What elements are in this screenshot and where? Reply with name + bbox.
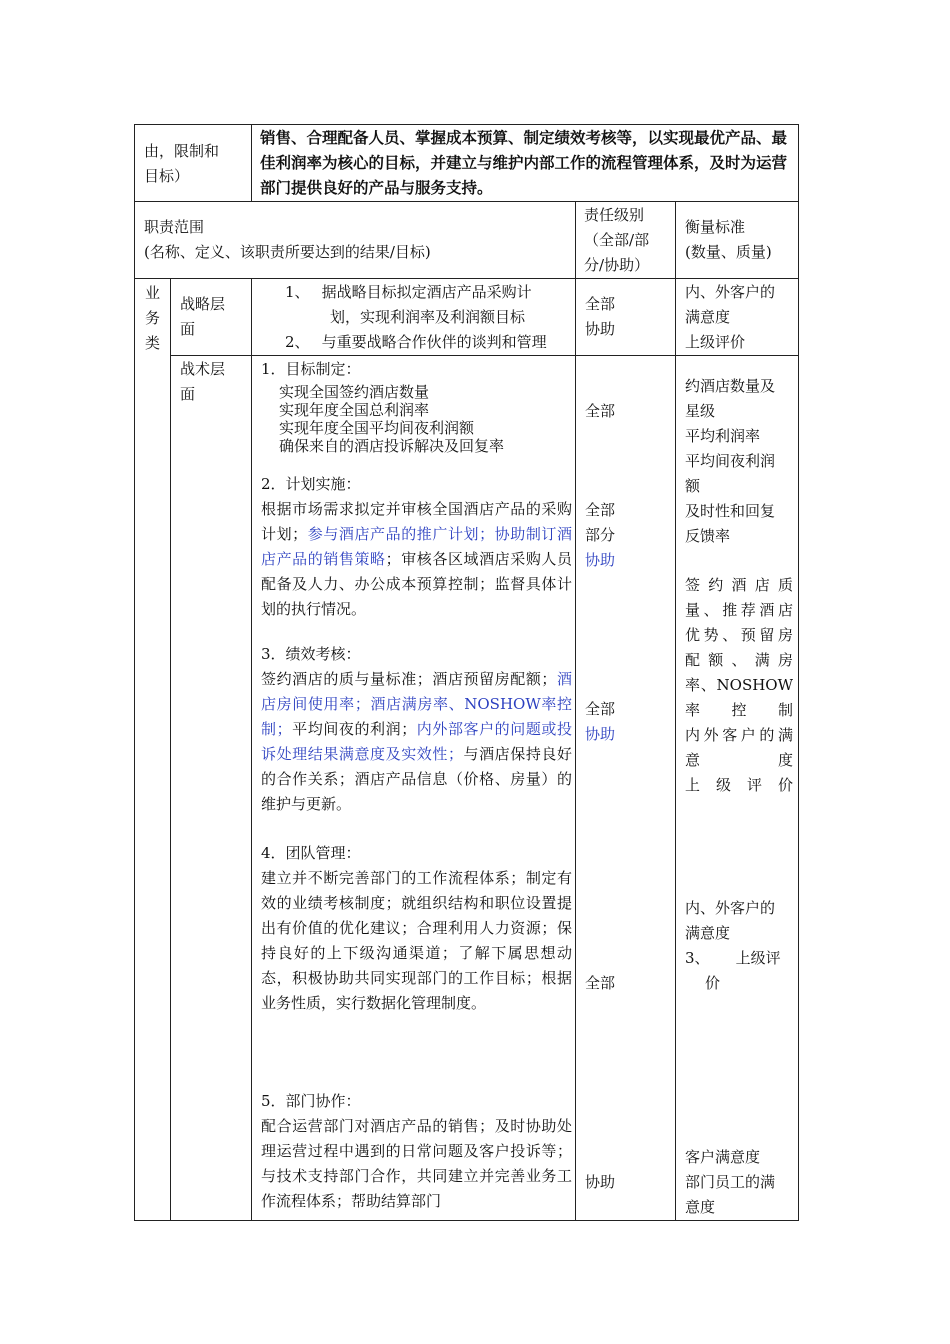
level-plan-b: 部分 [585,526,616,544]
level-plan [585,498,615,573]
purpose-label-cell [135,125,252,202]
perf-text-part: 与酒店保持良好的合作关系；酒店产品信息（价格、房量）的维护与更新。 [261,745,573,813]
strategy-item-1-text: 据战略目标拟定酒店产品采购计 [321,283,532,301]
measure-team-b [685,946,795,971]
level-plan-a: 全部 [585,501,616,519]
list-number: 1、 [285,283,310,301]
category-label: 业 务 类 [145,284,161,352]
level-performance-b: 协助 [585,725,616,743]
perf-text-part: 签约酒店的质与量标准；酒店预留房配额； [261,670,557,688]
strategy-item-2 [285,330,575,355]
perf-text-part: 平均间夜的利润； [291,720,417,738]
section-goal [261,357,569,455]
level-team: 全部 [585,974,616,992]
strategy-content-cell [252,279,576,356]
section-plan-text [261,497,572,622]
measure-team-c: 价 [705,974,721,992]
strategy-label: 战略层 面 [180,295,226,338]
scope-header-subtitle: (名称、定义、该职责所要达到的结果/目标) [144,243,431,261]
section-performance [261,642,572,817]
list-number: 2、 [285,333,310,351]
strategy-item-1-cont: 划，实现利润率及利润额目标 [330,308,526,326]
strategy-item-1 [285,280,575,305]
goal-list [261,383,569,455]
tactics-content-cell [252,356,576,1221]
strategy-level-1: 全部 [585,295,616,313]
section-coordination-text: 配合运营部门对酒店产品的销售；及时协助处理运营过程中遇到的日常问题及客户投诉等；与技术支持部门合作，共同建立并完善业务工作流程体系；帮助结算部门 [261,1117,573,1210]
section-coordination-title: 5．部门协作： [261,1092,361,1110]
perf-text-highlight: 酒店房间使用率；酒店满房率、NOSHOW率控制； [261,670,573,738]
measure-team-a: 内、外客户的 满意度 [685,899,776,942]
level-header-cell [576,202,676,279]
section-plan [261,472,572,622]
plan-text-highlight: 参与酒店产品的推广计划；协助制订酒店产品的销售策略 [261,525,572,568]
measure-header: 衡量标准 (数量、质量) [685,218,772,261]
section-coordination [261,1089,572,1214]
measure-performance: 签约酒店质 量、推荐酒店 优势、预留房 配额、满房 率、NOSHOW 率控制 内外客户的满 意度 上级评价 [685,576,794,794]
category-cell [135,279,171,1221]
goal-item: 实现年度全国平均间夜利润额 [279,419,475,437]
plan-text-part: ；审核各区域酒店采购人员配备及人力、办公成本预算控制；监督具体计划的执行情况。 [261,550,573,618]
section-team [261,841,572,1016]
perf-text-highlight: 内外部客户的问题或投诉处理结果满意度及实效性； [261,720,572,763]
tactics-label: 战术层 面 [180,360,226,403]
strategy-item-2-text: 与重要战略合作伙伴的谈判和管理 [321,333,547,351]
section-performance-title: 3．绩效考核： [261,645,361,663]
measure-team-b-text: 上级评 [735,949,781,967]
level-goal: 全部 [585,402,616,420]
measure-header-cell [676,202,799,279]
purpose-content-cell [252,125,799,202]
measure-coordination: 客户满意度 部门员工的满 意度 [685,1148,776,1216]
list-number: 3、 [685,949,710,967]
level-performance [585,697,615,747]
strategy-level-2: 协助 [585,320,616,338]
tactics-label-cell [171,356,252,1221]
purpose-label: 由，限制和 目标） [144,142,220,185]
section-plan-title: 2．计划实施： [261,475,361,493]
level-performance-a: 全部 [585,700,616,718]
job-description-table [134,124,799,1221]
section-performance-text [261,667,572,817]
tactics-level-cell [576,356,676,1221]
strategy-label-cell [171,279,252,356]
strategy-measure: 内、外客户的 满意度 上级评价 [685,283,776,351]
strategy-level-cell [576,279,676,356]
goal-item: 确保来自的酒店投诉解决及回复率 [279,437,505,455]
measure-team [685,896,795,996]
strategy-measure-cell [676,279,799,356]
goal-item: 实现年度全国总利润率 [279,401,430,419]
plan-text-part: 根据市场需求拟定并审核全国酒店产品的采购计划； [261,500,573,543]
section-goal-title: 1．目标制定： [261,360,361,378]
measure-plan: 约酒店数量及 星级 平均利润率 平均间夜利润 额 及时性和回复 反馈率 [685,377,776,545]
level-plan-c: 协助 [585,551,616,569]
section-team-text: 建立并不断完善部门的工作流程体系；制定有效的业绩考核制度；就组织结构和职位设置提出有价值的优化建议；合理利用人力资源；保持良好的上下级沟通渠道；了解下属思想动态，积极协助共同实现部门的工作目标；根据业务性质，实行数据化管理制度。 [261,869,573,1012]
scope-header-title: 职责范围 [144,218,205,236]
level-coordination: 协助 [585,1173,616,1191]
tactics-measure-cell [676,356,799,1221]
level-header: 责任级别 （全部/部 分/协助） [584,206,650,274]
goal-item: 实现全国签约酒店数量 [279,383,430,401]
section-team-title: 4．团队管理： [261,844,361,862]
purpose-content: 销售、合理配备人员、掌握成本预算、制定绩效考核等，以实现最优产品、最佳利润率为核心的目标，并建立与维护内部工作的流程管理体系，及时为运营部门提供良好的产品与服务支持。 [260,129,788,197]
scope-header-cell [135,202,576,279]
